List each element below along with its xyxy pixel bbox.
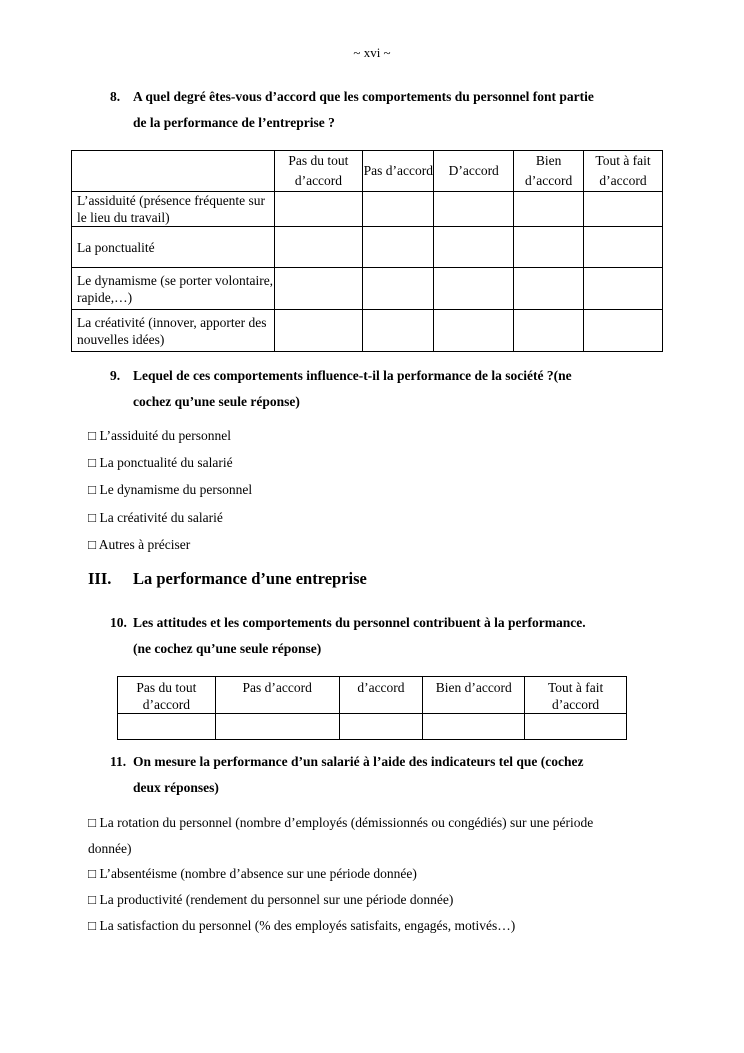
page-number: ~ xvi ~ bbox=[353, 45, 391, 60]
question-number: 10. bbox=[110, 615, 127, 630]
row-label-dynamisme: Le dynamisme (se porter volontaire, rapide,…) bbox=[72, 268, 275, 310]
header-pas-du-tout-daccord: Pas du tout d’accord bbox=[274, 151, 363, 192]
row-label-creativite: La créativité (innover, apporter des nouvelles idées) bbox=[72, 310, 275, 352]
question-number: 9. bbox=[110, 368, 121, 383]
header-pas-du-tout-daccord: Pas du tout d’accord bbox=[118, 677, 216, 714]
question-text-line1: Lequel de ces comportements influence-t-il la performance de la société ?(ne bbox=[133, 368, 572, 383]
header-tout-a-fait-daccord: Tout à fait d’accord bbox=[525, 677, 627, 714]
question-text-line1: A quel degré êtes-vous d’accord que les comportements du personnel font partie bbox=[133, 89, 594, 104]
answer-cell[interactable] bbox=[514, 192, 584, 227]
checkbox-option-satisfaction[interactable]: □ La satisfaction du personnel (% des employés satisfaits, engagés, motivés…) bbox=[88, 918, 516, 933]
question-text-line2: cochez qu’une seule réponse) bbox=[133, 394, 300, 409]
section-number: III. bbox=[88, 569, 112, 588]
checkbox-option-creativite[interactable]: □ La créativité du salarié bbox=[88, 510, 223, 525]
table-header-row bbox=[118, 677, 627, 714]
agreement-table-q10 bbox=[117, 676, 627, 740]
table-row bbox=[72, 268, 663, 310]
header-tout-a-fait-daccord: Tout à fait d’accord bbox=[584, 151, 663, 192]
checkbox-option-autres[interactable]: □ Autres à préciser bbox=[88, 537, 191, 552]
answer-cell[interactable] bbox=[118, 714, 216, 740]
table-header-row bbox=[72, 151, 663, 192]
answer-cell[interactable] bbox=[584, 192, 663, 227]
checkbox-option-absenteisme[interactable]: □ L’absentéisme (nombre d’absence sur une période donnée) bbox=[88, 866, 417, 881]
question-number: 11. bbox=[110, 754, 127, 769]
header-daccord: d’accord bbox=[339, 677, 423, 714]
answer-cell[interactable] bbox=[584, 310, 663, 352]
answer-cell[interactable] bbox=[274, 227, 363, 268]
answer-cell[interactable] bbox=[434, 192, 514, 227]
answer-cell[interactable] bbox=[423, 714, 525, 740]
checkbox-option-ponctualite[interactable]: □ La ponctualité du salarié bbox=[88, 455, 233, 470]
question-text-line2: deux réponses) bbox=[133, 780, 219, 795]
answer-cell[interactable] bbox=[215, 714, 339, 740]
question-text-line1: On mesure la performance d’un salarié à l’aide des indicateurs tel que (cochez bbox=[133, 754, 584, 769]
answer-cell[interactable] bbox=[363, 192, 434, 227]
header-daccord: D’accord bbox=[434, 151, 514, 192]
answer-cell[interactable] bbox=[363, 268, 434, 310]
question-11 bbox=[0, 749, 744, 801]
answer-cell[interactable] bbox=[434, 227, 514, 268]
question-number: 8. bbox=[110, 89, 121, 104]
checkbox-option-assiduite[interactable]: □ L’assiduité du personnel bbox=[88, 428, 232, 443]
question-9 bbox=[0, 363, 744, 415]
answer-cell[interactable] bbox=[514, 268, 584, 310]
question-text-line2: de la performance de l’entreprise ? bbox=[133, 115, 335, 130]
header-pas-daccord: Pas d’accord bbox=[215, 677, 339, 714]
checkbox-option-productivite[interactable]: □ La productivité (rendement du personnel sur une période donnée) bbox=[88, 892, 454, 907]
answer-cell[interactable] bbox=[274, 310, 363, 352]
agreement-table-q8 bbox=[71, 150, 663, 352]
header-pas-daccord: Pas d’accord bbox=[363, 151, 434, 192]
answer-cell[interactable] bbox=[363, 310, 434, 352]
option-continuation: donnée) bbox=[88, 841, 132, 856]
question-8 bbox=[0, 84, 744, 136]
answer-cell[interactable] bbox=[434, 310, 514, 352]
answer-cell[interactable] bbox=[339, 714, 423, 740]
checkbox-option-rotation[interactable]: □ La rotation du personnel (nombre d’employés (démissionnés ou congédiés) sur une période bbox=[88, 815, 594, 830]
answer-cell[interactable] bbox=[514, 310, 584, 352]
answer-cell[interactable] bbox=[434, 268, 514, 310]
row-label-ponctualite: La ponctualité bbox=[72, 227, 275, 268]
row-label-assiduite: L’assiduité (présence fréquente sur le lieu du travail) bbox=[72, 192, 275, 227]
table-row bbox=[72, 310, 663, 352]
answer-cell[interactable] bbox=[584, 268, 663, 310]
question-text-line2: (ne cochez qu’une seule réponse) bbox=[133, 641, 322, 656]
answer-cell[interactable] bbox=[274, 192, 363, 227]
empty-header-cell bbox=[72, 151, 275, 192]
table-row bbox=[118, 714, 627, 740]
answer-cell[interactable] bbox=[363, 227, 434, 268]
answer-cell[interactable] bbox=[525, 714, 627, 740]
header-bien-daccord: Bien d’accord bbox=[423, 677, 525, 714]
checkbox-option-dynamisme[interactable]: □ Le dynamisme du personnel bbox=[88, 482, 253, 497]
answer-cell[interactable] bbox=[514, 227, 584, 268]
section-title: La performance d’une entreprise bbox=[133, 569, 367, 588]
header-bien-daccord: Bien d’accord bbox=[514, 151, 584, 192]
table-row bbox=[72, 227, 663, 268]
answer-cell[interactable] bbox=[274, 268, 363, 310]
table-row bbox=[72, 192, 663, 227]
question-10 bbox=[0, 610, 744, 662]
question-text-line1: Les attitudes et les comportements du personnel contribuent à la performance. bbox=[133, 615, 586, 630]
answer-cell[interactable] bbox=[584, 227, 663, 268]
